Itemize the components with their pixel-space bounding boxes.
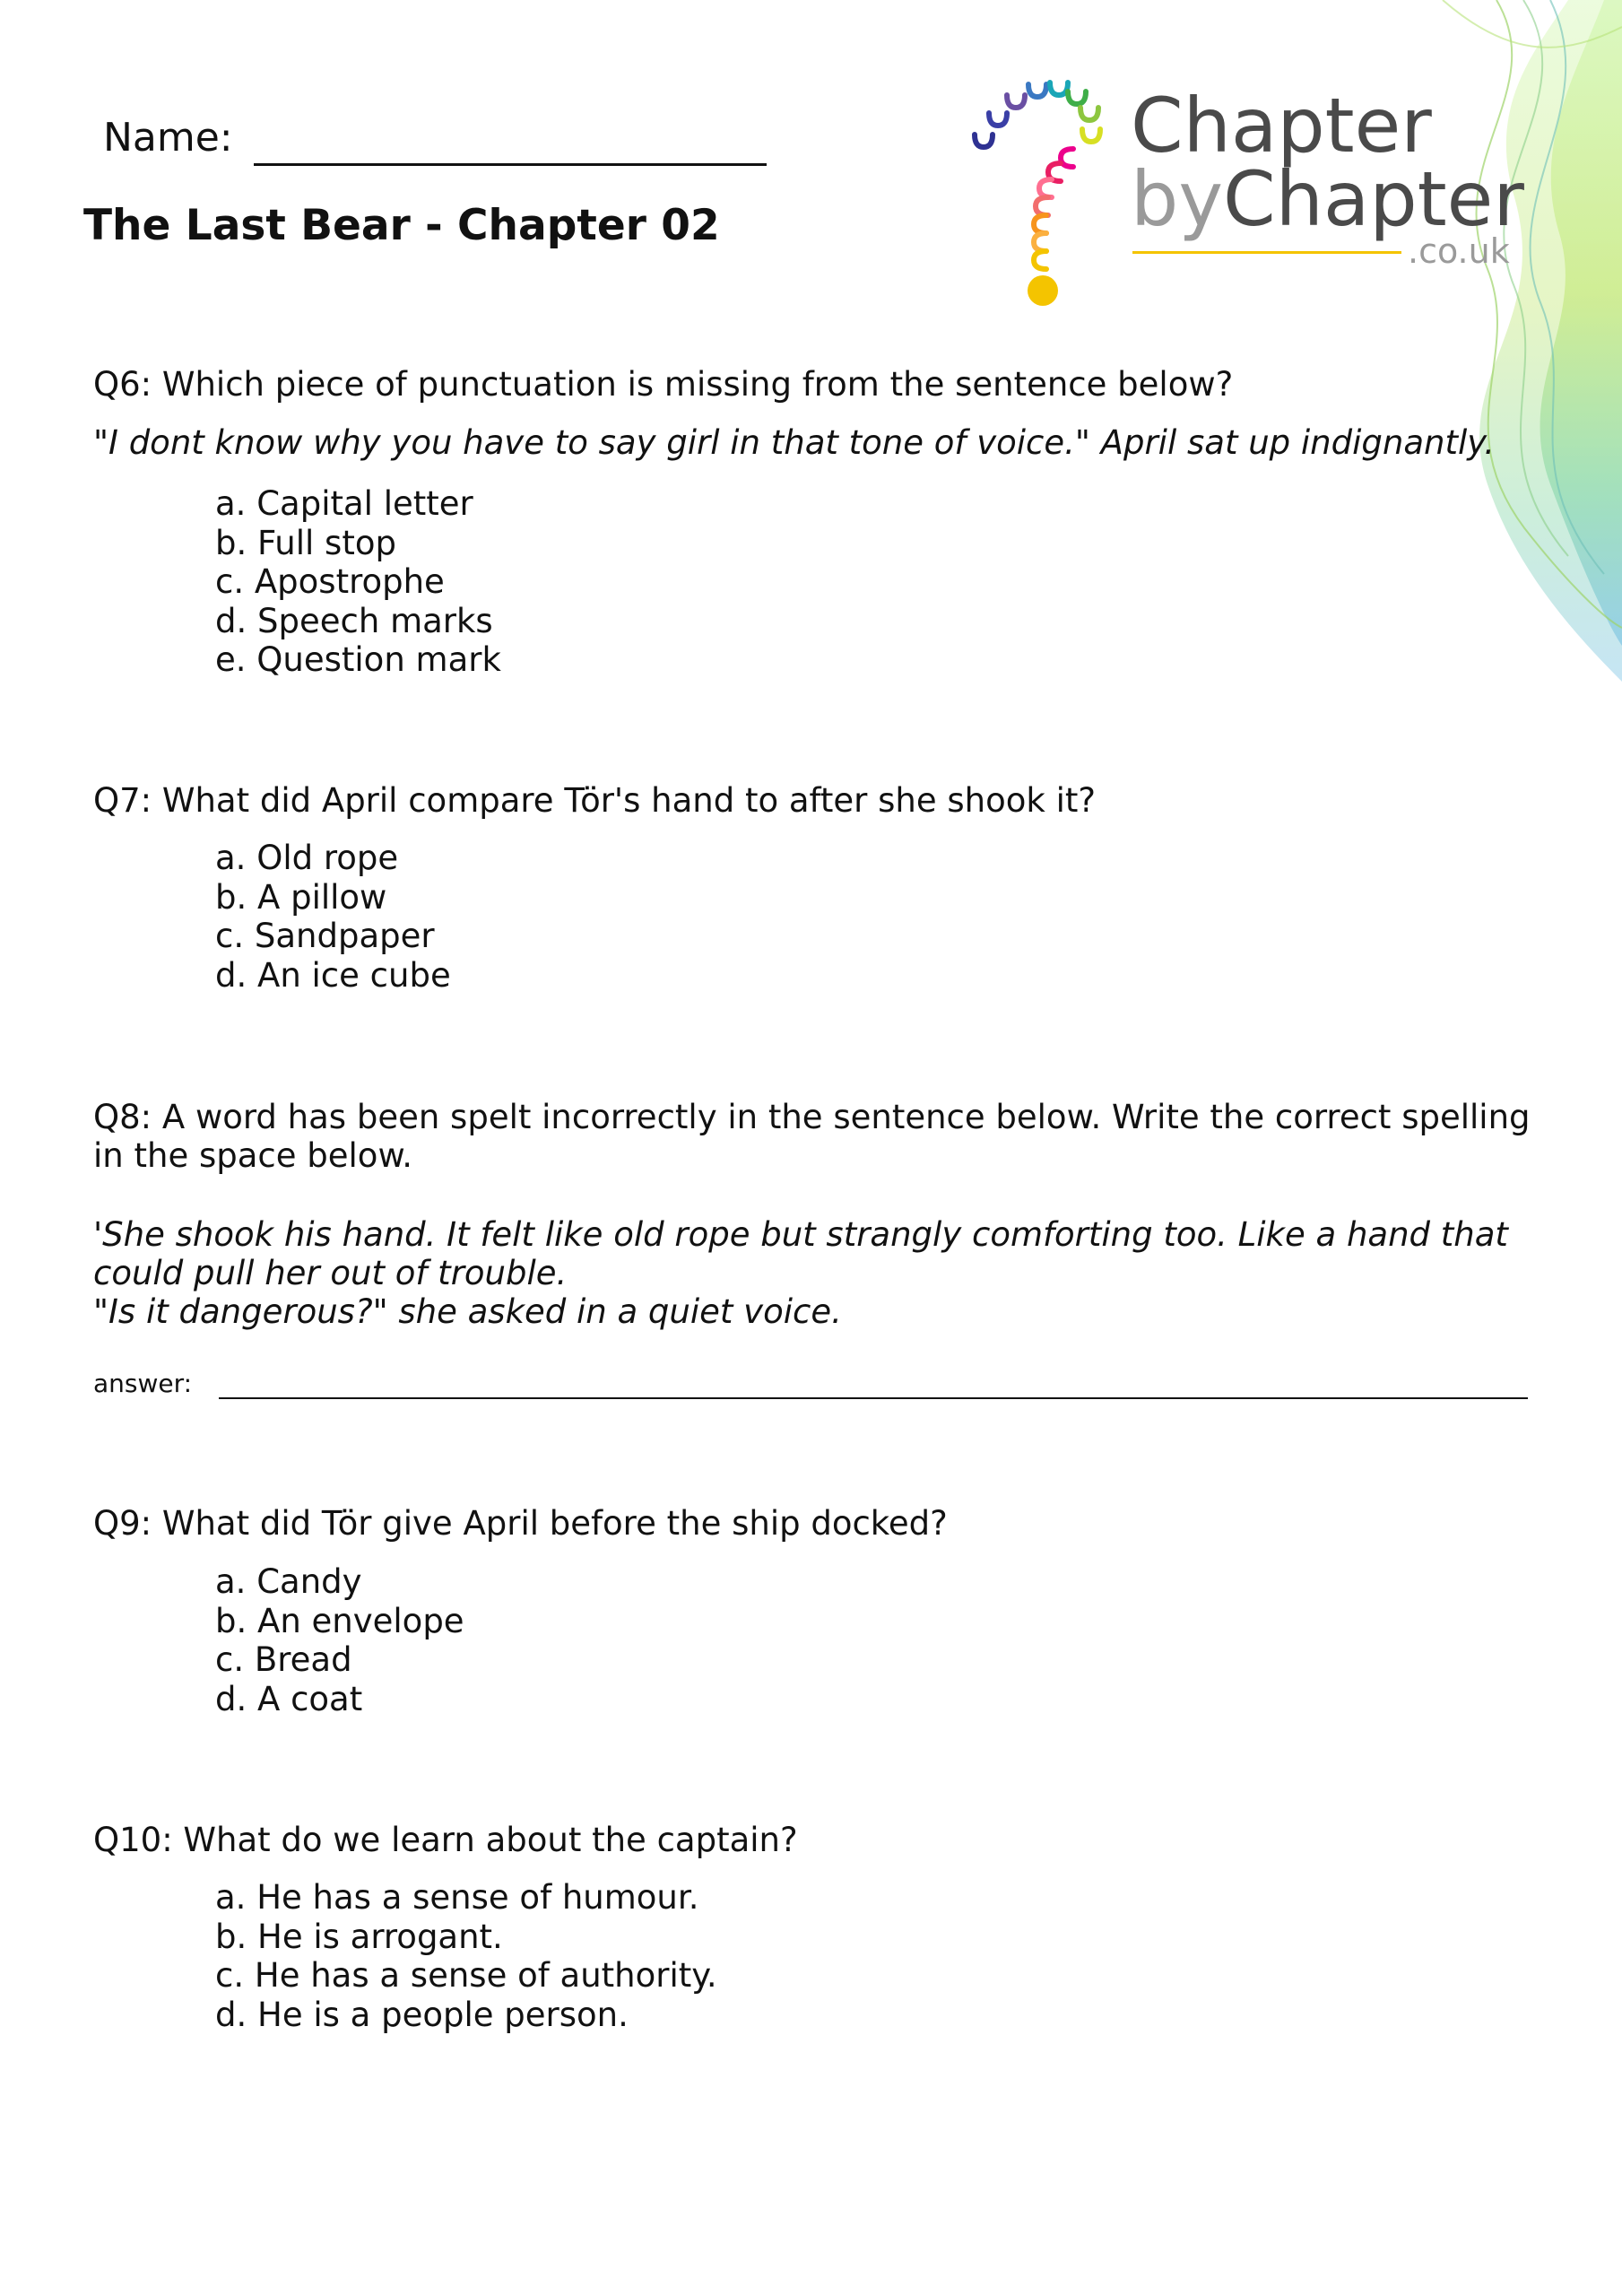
question-6-quote: "I dont know why you have to say girl in that tone of voice." April sat up indignantly.	[93, 423, 1496, 462]
logo-line2	[1131, 155, 1524, 243]
question-9-options	[215, 1562, 464, 1718]
question-10-option-c[interactable]: c. He has a sense of authority.	[215, 1956, 717, 1995]
question-8-quote-line2: could pull her out of trouble.	[93, 1254, 568, 1292]
question-10-prompt: Q10: What do we learn about the captain?	[93, 1821, 798, 1859]
logo-chapter: Chapter	[1223, 155, 1524, 243]
question-9-option-b[interactable]: b. An envelope	[215, 1601, 464, 1640]
question-10-option-a[interactable]: a. He has a sense of humour.	[215, 1878, 699, 1917]
question-8-prompt-line1: Q8: A word has been spelt incorrectly in the sentence below. Write the correct spelling	[93, 1098, 1531, 1136]
question-6-option-b[interactable]: b. Full stop	[215, 523, 396, 562]
worksheet-title: The Last Bear - Chapter 02	[83, 201, 720, 250]
chapter-by-chapter-logo	[964, 45, 1538, 314]
book-question-mark-icon	[964, 45, 1125, 314]
question-8-quote	[93, 1215, 1508, 1331]
question-8-quote-line1: 'She shook his hand. It felt like old rope but strangly comforting too. Like a hand that	[93, 1215, 1508, 1254]
question-6-option-d[interactable]: d. Speech marks	[215, 601, 493, 640]
question-9-option-c[interactable]: c. Bread	[215, 1640, 352, 1679]
question-7-option-d[interactable]: d. An ice cube	[215, 955, 451, 995]
question-8-prompt	[93, 1098, 1531, 1175]
question-6-prompt: Q6: Which piece of punctuation is missing from the sentence below?	[93, 365, 1234, 404]
question-8-prompt-line2: in the space below.	[93, 1136, 413, 1175]
question-8-quote-line3: "Is it dangerous?" she asked in a quiet voice.	[93, 1292, 842, 1331]
question-10-option-b[interactable]: b. He is arrogant.	[215, 1917, 503, 1956]
question-6-option-e[interactable]: e. Question mark	[215, 640, 501, 679]
question-9-option-a[interactable]: a. Candy	[215, 1562, 362, 1601]
question-6-option-c[interactable]: c. Apostrophe	[215, 562, 445, 601]
name-field[interactable]	[254, 163, 767, 166]
logo-domain: .co.uk	[1408, 231, 1510, 271]
question-7-prompt: Q7: What did April compare Tör's hand to after she shook it?	[93, 781, 1097, 820]
name-label: Name:	[103, 115, 233, 161]
question-7-option-b[interactable]: b. A pillow	[215, 877, 387, 917]
question-7-option-a[interactable]: a. Old rope	[215, 839, 399, 877]
question-8-answer-label: answer:	[93, 1369, 193, 1398]
logo-underline	[1132, 251, 1401, 254]
logo-line1: Chapter	[1131, 82, 1432, 170]
question-9-option-d[interactable]: d. A coat	[215, 1679, 363, 1718]
question-9-prompt: Q9: What did Tör give April before the ship docked?	[93, 1504, 948, 1543]
question-10-options	[215, 1878, 717, 2034]
logo-by: by	[1131, 155, 1224, 243]
question-10-option-d[interactable]: d. He is a people person.	[215, 1995, 629, 2034]
question-6-options	[215, 484, 501, 680]
question-7-option-c[interactable]: c. Sandpaper	[215, 917, 435, 955]
question-7-options	[215, 839, 451, 995]
question-8-answer-field[interactable]	[219, 1397, 1528, 1399]
question-6-option-a[interactable]: a. Capital letter	[215, 484, 473, 523]
